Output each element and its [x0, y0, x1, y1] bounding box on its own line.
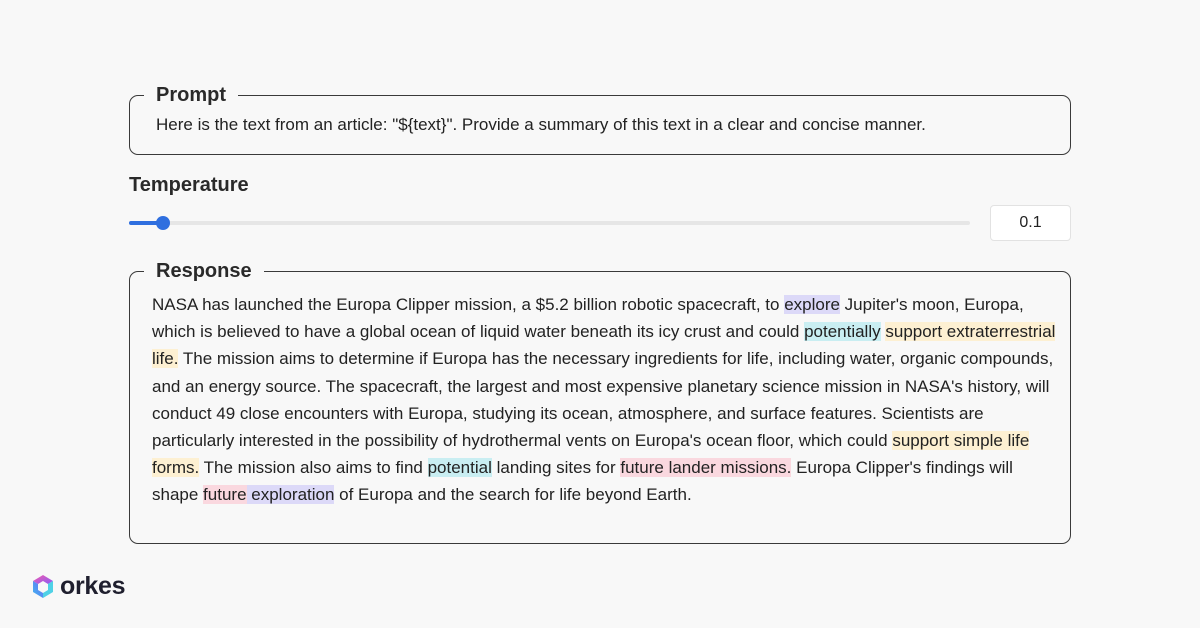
response-text-segment: Jupiter's moon, Europa, which is believed to have a global ocean of liquid water beneath its icy crust and could	[152, 295, 1024, 342]
prompt-panel	[129, 84, 1071, 155]
response-text	[152, 291, 1057, 509]
highlighted-phrase: support simple life forms.	[152, 431, 1030, 478]
highlighted-phrase: support extraterrestrial life.	[152, 322, 1056, 369]
highlighted-phrase: future lander missions.	[620, 458, 792, 478]
highlighted-phrase: potentially	[804, 322, 881, 342]
response-text-segment: of Europa and the search for life beyond Earth.	[334, 485, 692, 505]
response-text-segment: The mission aims to determine if Europa has the necessary ingredients for life, including water, organic compounds, and an energy source. The spacecraft, the largest and most expensive planetary science mission in NASA's history, will conduct 49 close encounters with Europa, studying its ocean, atmosphere, and surface features. Scientists are particularly interested in the possibility of hydrothermal vents on Europa's ocean floor, which could	[152, 349, 1054, 451]
orkes-logo	[30, 571, 125, 601]
response-label: Response	[144, 258, 264, 284]
prompt-text[interactable]: Here is the text from an article: "${text}". Provide a summary of this text in a clear and concise manner.	[156, 115, 926, 134]
highlighted-phrase: potential	[427, 458, 492, 478]
temperature-label: Temperature	[129, 174, 249, 196]
prompt-label: Prompt	[144, 82, 238, 108]
highlighted-phrase: explore	[784, 295, 840, 314]
temperature-slider[interactable]	[129, 221, 970, 225]
highlighted-phrase: exploration	[251, 485, 335, 505]
temperature-slider-thumb[interactable]	[156, 216, 170, 230]
orkes-logo-mark-icon	[30, 573, 56, 599]
response-panel	[129, 260, 1071, 544]
temperature-value-input[interactable]: 0.1	[990, 205, 1071, 241]
highlighted-phrase: future	[203, 485, 247, 505]
response-text-segment: Europa Clipper's findings will shape	[152, 458, 1013, 505]
response-text-segment: The mission also aims to find	[199, 458, 428, 478]
response-text-segment: landing sites for	[491, 458, 621, 478]
orkes-logo-text: orkes	[60, 571, 126, 600]
response-text-segment: NASA has launched the Europa Clipper mission, a $5.2 billion robotic spacecraft, to	[152, 295, 785, 314]
